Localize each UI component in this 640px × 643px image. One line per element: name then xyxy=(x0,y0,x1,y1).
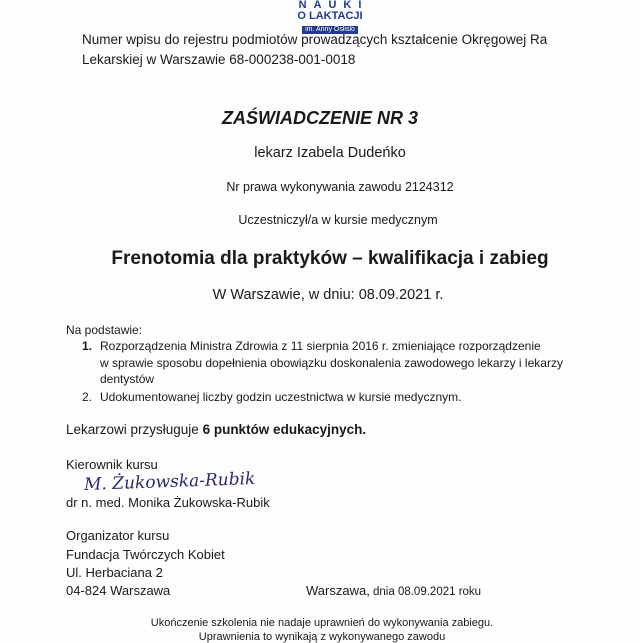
issue-date-text: dnia 08.09.2021 roku xyxy=(369,586,482,598)
footer-note-2: Uprawnienia to wynikają z wykonywanego zawodu xyxy=(198,631,446,643)
logo-text: NAUKI xyxy=(298,0,369,11)
points-value: 6 punktów edukacyjnych. xyxy=(202,422,367,437)
list-number: 1. xyxy=(82,339,93,353)
organizer-street: Ul. Herbaciana 2 xyxy=(66,565,163,580)
list-number: 2. xyxy=(82,390,93,404)
points-statement xyxy=(66,422,366,437)
director-label: Kierownik kursu xyxy=(66,457,158,472)
organizer-city: 04-824 Warszawa xyxy=(66,583,171,598)
certificate-title: ZAŚWIADCZENIE NR 3 xyxy=(221,108,419,128)
basis-item-1: Rozporządzenia Ministra Zdrowia z 11 sierpnia 2016 r. zmieniające rozporządzenie xyxy=(100,339,541,353)
basis-item-1-cont: dentystów xyxy=(100,372,155,386)
recipient-name: lekarz Izabela Dudeńko xyxy=(254,145,406,161)
license-number: Nr prawa wykonywania zawodu 2124312 xyxy=(226,180,454,194)
place-date: W Warszawie, w dniu: 08.09.2021 r. xyxy=(212,287,444,303)
course-title: Frenotomia dla praktyków – kwalifikacja i zabieg xyxy=(111,248,549,269)
registry-line-2: Lekarskiej w Warszawie 68-000238-001-0018 xyxy=(82,52,356,67)
participation-text: Uczestniczył/a w kursie medycznym xyxy=(238,213,438,227)
organization-logo xyxy=(280,0,380,34)
director-name: dr n. med. Monika Żukowska-Rubik xyxy=(66,495,270,510)
logo-text: O LAKTACJI xyxy=(297,10,363,22)
organizer-name: Fundacja Twórczych Kobiet xyxy=(66,547,225,562)
registry-line-1: Numer wpisu do rejestru podmiotów prowadzących kształcenie Okręgowej Ra xyxy=(82,32,548,47)
logo-subtitle: im. Anny Oslislo xyxy=(302,26,358,34)
basis-item-1-cont: w sprawie sposobu dopełnienia obowiązku doskonalenia zawodowego lekarzy i lekarzy xyxy=(100,356,563,370)
director-signature: M. Żukowska-Rubik xyxy=(83,469,256,495)
issue-date xyxy=(306,583,481,598)
points-prefix: Lekarzowi przysługuje xyxy=(66,422,203,437)
issue-city: Warszawa, xyxy=(306,583,370,598)
organizer-label: Organizator kursu xyxy=(66,528,170,543)
basis-item-2: Udokumentowanej liczby godzin uczestnictwa w kursie medycznym. xyxy=(100,390,462,404)
basis-label: Na podstawie: xyxy=(66,323,143,337)
footer-note-1: Ukończenie szkolenia nie nadaje uprawnień do wykonywania zabiegu. xyxy=(150,617,494,629)
